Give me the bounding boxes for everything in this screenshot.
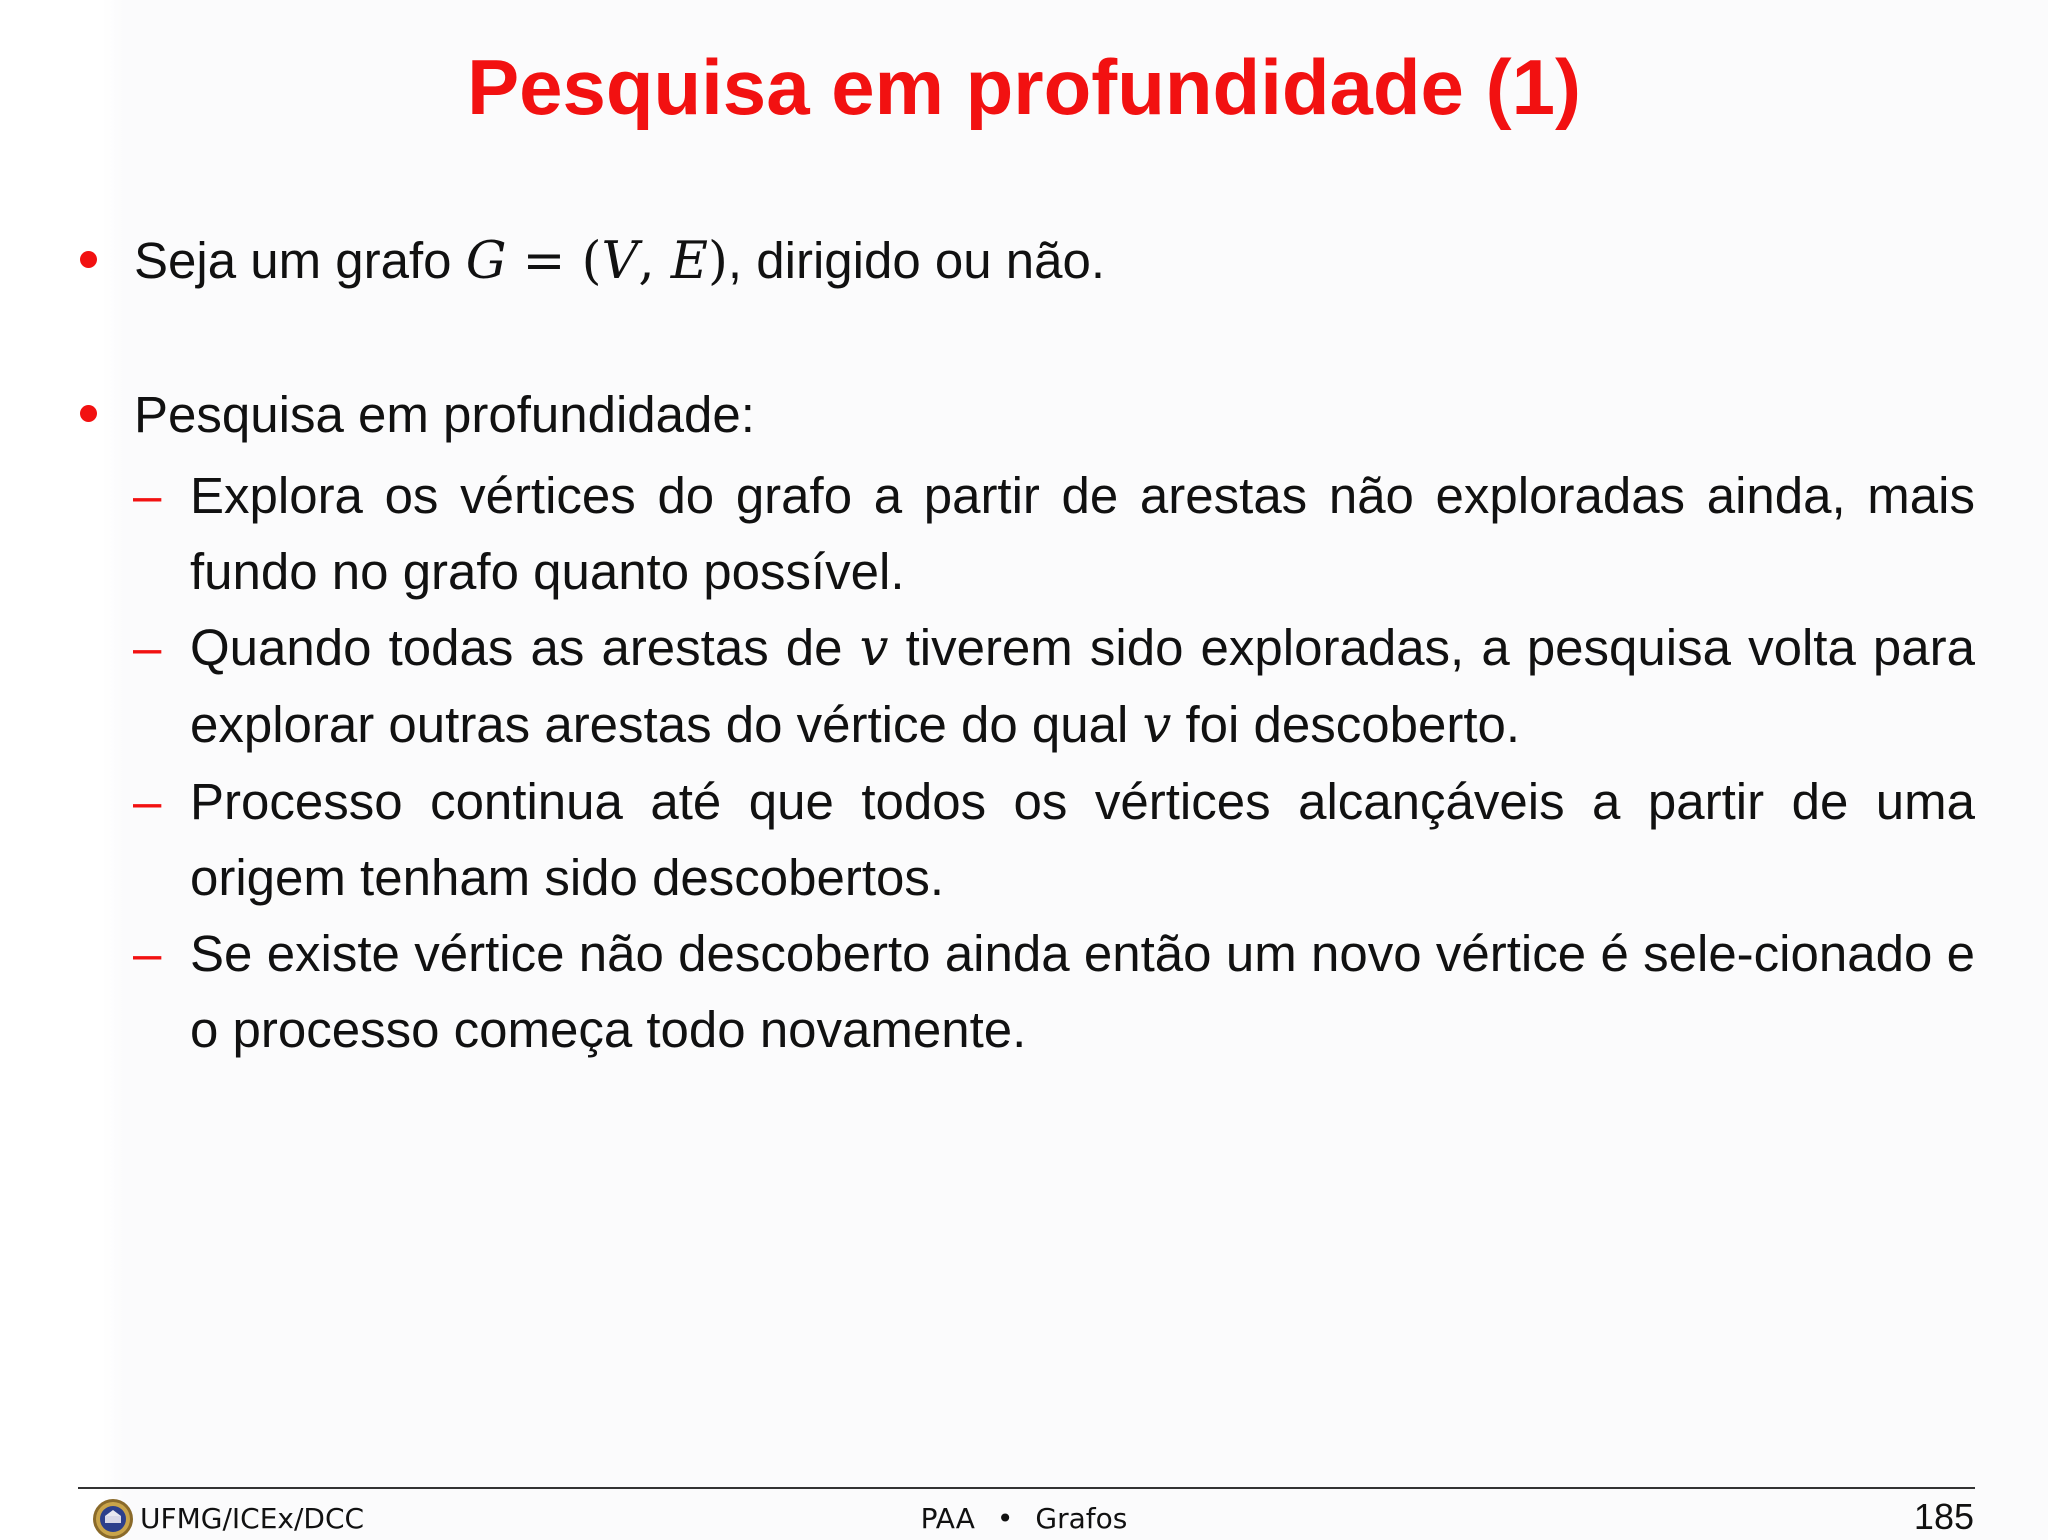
sub-item-text: tiverem sido exploradas, a pesquisa volta para explorar outras arestas do vértice do qual — [190, 619, 1975, 753]
sub-item-text: Explora os vértices do grafo a partir de arestas não exploradas ainda, mais fundo no grafo quanto possível. — [190, 467, 1975, 600]
dash-icon: – — [133, 773, 162, 830]
sub-item-text: Se existe vértice não descoberto ainda então um novo vértice é sele-cionado e o processo começa todo novamente. — [190, 925, 1975, 1058]
footer-divider — [78, 1487, 1975, 1489]
math-comma: , — [638, 232, 671, 291]
footer-topic: Grafos — [1035, 1502, 1128, 1535]
footer-separator: • — [996, 1502, 1014, 1535]
list-item — [133, 916, 1975, 1068]
slide-title: Pesquisa em profundidade (1) — [467, 43, 1581, 131]
bullet-icon — [80, 251, 97, 268]
sub-list — [133, 458, 1975, 1068]
bullet-dfs-heading: Pesquisa em profundidade: — [134, 386, 755, 443]
list-item — [133, 610, 1975, 764]
bullet-text-before: Seja um grafo — [134, 232, 466, 289]
sub-item-text: Quando todas as arestas de — [190, 619, 860, 676]
math-g: G — [465, 232, 507, 291]
page-number: 185 — [1913, 1496, 1974, 1537]
footer-center — [0, 1502, 2048, 1535]
math-v: v — [1142, 696, 1172, 755]
math-v: V — [601, 232, 639, 291]
dash-icon: – — [133, 619, 162, 676]
math-eq: = ( — [506, 232, 602, 291]
list-item — [133, 764, 1975, 916]
dash-icon: – — [133, 925, 162, 982]
sub-item-text: foi descoberto. — [1171, 696, 1521, 753]
math-e: E — [670, 232, 709, 291]
math-close: ) — [708, 232, 728, 291]
footer-institution: UFMG/ICEx/DCC — [140, 1502, 365, 1535]
bullet-text-after: , dirigido ou não. — [727, 232, 1106, 289]
footer-course: PAA — [920, 1502, 975, 1535]
bullet-icon — [80, 405, 97, 422]
list-item — [133, 458, 1975, 610]
sub-item-text: Processo continua até que todos os vértices alcançáveis a partir de uma origem tenham sido descobertos. — [190, 773, 1975, 906]
dash-icon: – — [133, 467, 162, 524]
math-v: v — [859, 619, 889, 678]
bullet-graph-definition — [134, 232, 1106, 291]
